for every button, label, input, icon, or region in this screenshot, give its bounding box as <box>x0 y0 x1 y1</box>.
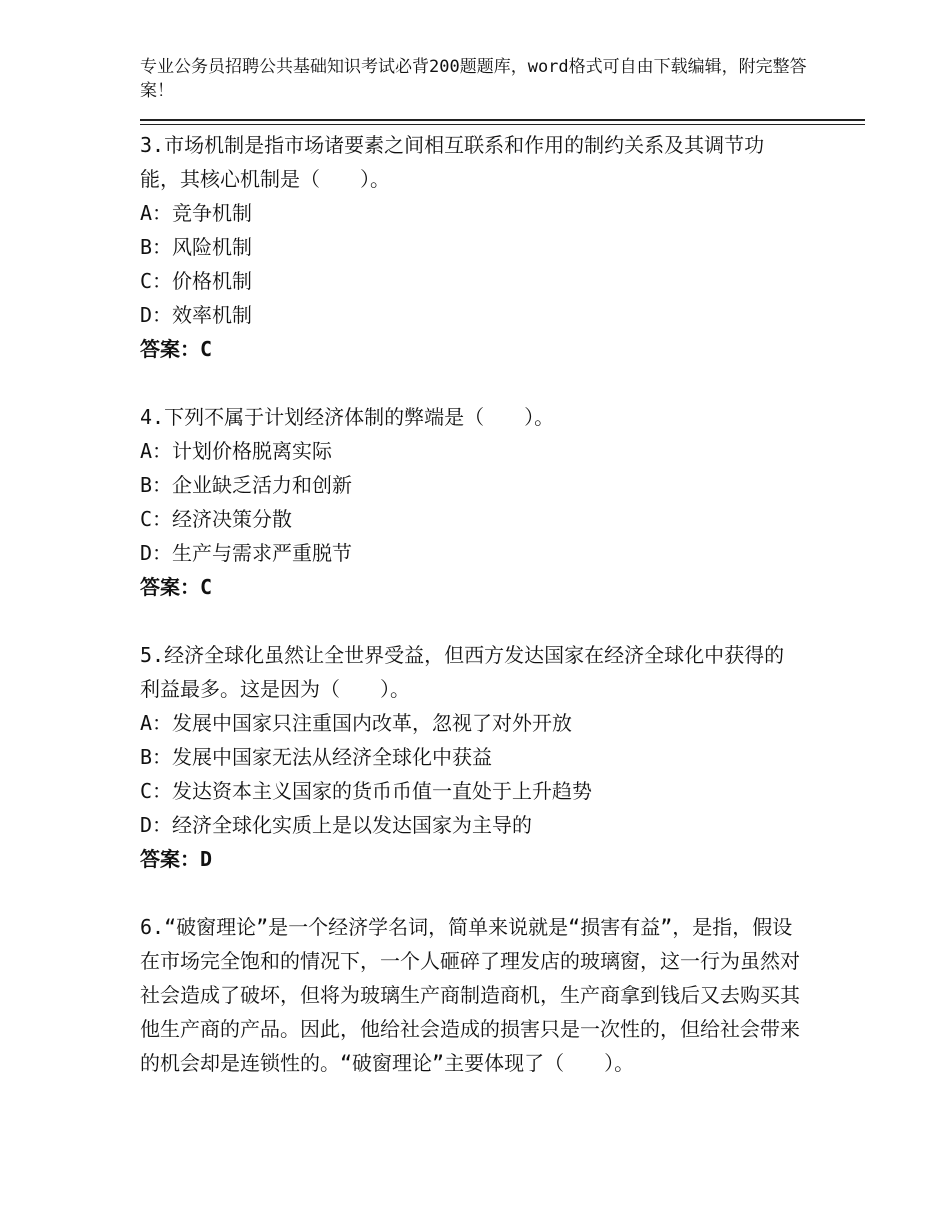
answer-line <box>140 570 800 604</box>
question-text: 5.经济全球化虽然让全世界受益，但西方发达国家在经济全球化中获得的利益最多。这是因为（ ）。 <box>140 643 785 701</box>
answer-value: D <box>200 847 213 871</box>
spacer <box>140 604 800 638</box>
answer-label: 答案： <box>140 337 200 361</box>
answer-label: 答案： <box>140 575 200 599</box>
answer-line <box>140 332 800 366</box>
question-3 <box>140 128 800 366</box>
question-5 <box>140 638 800 876</box>
option-b: B：风险机制 <box>140 235 253 259</box>
answer-value: C <box>200 337 213 361</box>
option-a: A：竞争机制 <box>140 201 253 225</box>
page-header: 专业公务员招聘公共基础知识考试必背200题题库，word格式可自由下载编辑，附完整答案！ <box>140 57 807 101</box>
option-b: B：企业缺乏活力和创新 <box>140 473 353 497</box>
spacer <box>140 366 800 400</box>
header-rule-thin <box>140 124 865 125</box>
option-c: C：发达资本主义国家的货币币值一直处于上升趋势 <box>140 779 593 803</box>
answer-label: 答案： <box>140 847 200 871</box>
spacer <box>140 876 800 910</box>
option-a: A：发展中国家只注重国内改革，忽视了对外开放 <box>140 711 573 735</box>
question-text: 3.市场机制是指市场诸要素之间相互联系和作用的制约关系及其调节功能，其核心机制是（ ）。 <box>140 133 765 191</box>
option-d: D：经济全球化实质上是以发达国家为主导的 <box>140 813 533 837</box>
option-d: D：生产与需求严重脱节 <box>140 541 353 565</box>
header-rule-thick <box>140 119 865 121</box>
question-list <box>140 128 800 1080</box>
answer-line <box>140 842 800 876</box>
answer-value: C <box>200 575 213 599</box>
question-6 <box>140 910 800 1080</box>
question-text: 4.下列不属于计划经济体制的弊端是（ ）。 <box>140 405 555 429</box>
option-a: A：计划价格脱离实际 <box>140 439 333 463</box>
option-c: C：经济决策分散 <box>140 507 293 531</box>
option-b: B：发展中国家无法从经济全球化中获益 <box>140 745 493 769</box>
question-4 <box>140 400 800 604</box>
option-d: D：效率机制 <box>140 303 253 327</box>
option-c: C：价格机制 <box>140 269 253 293</box>
question-text: 6.“破窗理论”是一个经济学名词，简单来说就是“损害有益”，是指，假设在市场完全饱和的情况下，一个人砸碎了理发店的玻璃窗，这一行为虽然对社会造成了破坏，但将为玻璃生产商制造商机，生产商拿到钱后又去购买其他生产商的产品。因此，他给社会造成的损害只是一次性的，但给社会带来的机会却是连锁性的。“破窗理论”主要体现了（ ）。 <box>140 915 800 1075</box>
